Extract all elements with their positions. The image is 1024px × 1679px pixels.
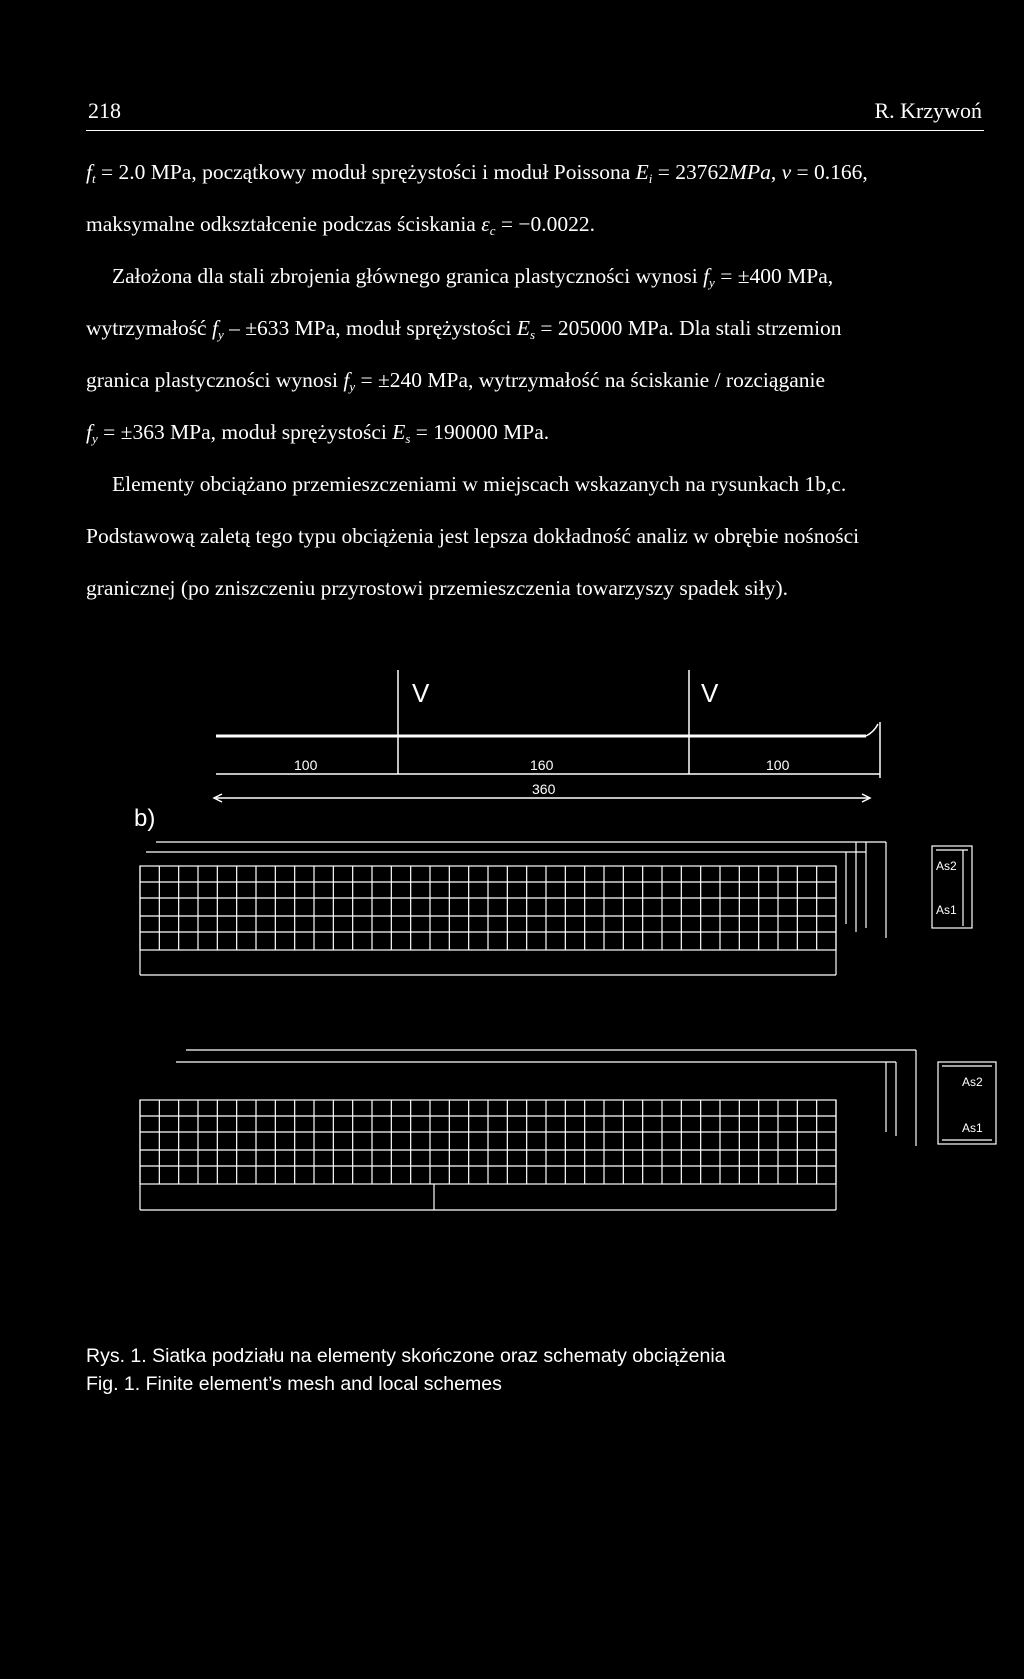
- text-line-5: granica plastyczności wynosi $f_y = \pm 240$ MPa, wytrzymałość na ściskanie / rozciąganie: [86, 368, 826, 394]
- dimension-total: 360: [532, 781, 556, 797]
- text-line-9: granicznej (po zniszczeniu przyrostowi przemieszczenia towarzyszy spadek siły).: [86, 576, 789, 600]
- body-text: [86, 146, 986, 614]
- section-top-steel-1: As2: [936, 859, 957, 873]
- figure-caption: [86, 1342, 726, 1398]
- fem-mesh-figure: [0, 670, 1024, 1330]
- dimension-left: 100: [294, 757, 318, 773]
- mesh-upper: [140, 842, 972, 975]
- text-line-4: wytrzymałość $f_y - \pm 633$ MPa, moduł sprężystości $E_s = 205000$ MPa. Dla stali strzemion: [86, 316, 842, 342]
- running-author: R. Krzywoń: [874, 98, 982, 123]
- load-label-1: V: [412, 678, 430, 708]
- text-line-7: Elementy obciążano przemieszczeniami w miejscach wskazanych na rysunkach 1b,c.: [112, 472, 847, 496]
- section-bottom-steel-1: As1: [936, 903, 957, 917]
- mesh-lower: [140, 1050, 996, 1210]
- text-line-2: maksymalne odkształcenie podczas ściskania $\varepsilon_c = -0.0022$.: [86, 212, 596, 238]
- page-number: 218: [88, 98, 121, 123]
- caption-english: Fig. 1. Finite element’s mesh and local schemes: [86, 1373, 502, 1395]
- text-line-8: Podstawową zaletą tego typu obciążenia jest lepsza dokładność analiz w obrębie nośności: [86, 524, 860, 548]
- dimension-right: 100: [766, 757, 790, 773]
- panel-label: b): [134, 805, 156, 832]
- caption-polish: Rys. 1. Siatka podziału na elementy skończone oraz schematy obciążenia: [86, 1345, 726, 1367]
- load-label-2: V: [701, 678, 719, 708]
- page-header: [86, 96, 984, 131]
- text-line-3: Założona dla stali zbrojenia głównego granica plastyczności wynosi $f_y = \pm 400$ MPa,: [112, 264, 834, 290]
- section-bottom-steel-2: As1: [962, 1121, 983, 1135]
- dimension-middle: 160: [530, 757, 554, 773]
- text-line-6: $f_y = \pm 363$ MPa, moduł sprężystości $E_s = 190000$ MPa.: [86, 420, 550, 446]
- text-line-1: $f_t = 2.0$ MPa, początkowy moduł sprężystości i moduł Poissona $E_i = 23762MPa$, ν = 0.166,: [86, 160, 868, 186]
- section-top-steel-2: As2: [962, 1075, 983, 1089]
